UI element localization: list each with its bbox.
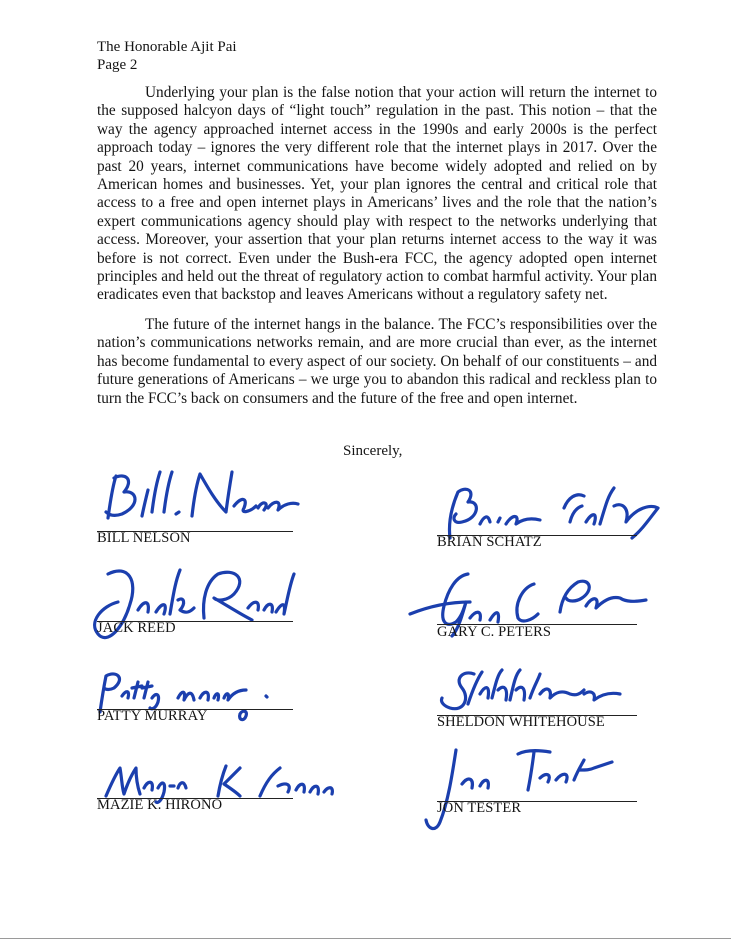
signatory-name-nelson: BILL NELSON	[97, 530, 191, 546]
signatory-name-schatz: BRIAN SCHATZ	[437, 534, 542, 550]
signature-jon-tester	[422, 740, 622, 840]
signatory-name-hirono: MAZIE K. HIRONO	[97, 797, 223, 813]
signatory-name-tester: JON TESTER	[437, 800, 522, 816]
body-paragraph-1: Underlying your plan is the false notion that your action will return the internet to the supposed halcyon days of “light touch” regulation in the past. This notion – that the way the agency approached internet access in the 1990s and early 2000s is the perfect approach today – ignores the very different role that the internet plays in 2017. Over the past 20 years, internet communications have become widely adopted and relied on by American homes and businesses. Yet, your plan ignores the central and critical role that access to a free and open internet plays in Americans’ lives and the role that the nation’s expert communications agency should play with respect to the networks underlying that access. Moreover, your assertion that your plan returns internet access to the way it was before is not correct. Even under the Bush-era FCC, the agency adopted open internet principles and held out the threat of regulatory action to combat harmful activity. Your plan eradicates even that backstop and leaves Americans without a regulatory safety net.	[97, 84, 657, 304]
signature-jack-reed	[78, 560, 298, 660]
signatory-name-peters: GARY C. PETERS	[437, 624, 552, 640]
closing-salutation: Sincerely,	[343, 443, 403, 459]
signatory-name-reed: JACK REED	[97, 620, 176, 636]
page-bottom-rule	[0, 938, 731, 939]
recipient-line: The Honorable Ajit Pai	[97, 39, 237, 55]
page-number: Page 2	[97, 57, 138, 73]
signatory-name-murray: PATTY MURRAY	[97, 708, 208, 724]
body-paragraph-2: The future of the internet hangs in the balance. The FCC’s responsibilities over the nation’s communications networks remain, and are more crucial than ever, as the internet has become fundamental to every aspect of our society. On behalf of our constituents – and future generations of Americans – we urge you to abandon this radical and reckless plan to turn the FCC’s back on consumers and the future of the free and open internet.	[97, 316, 657, 407]
signatory-name-whitehouse: SHELDON WHITEHOUSE	[437, 714, 605, 730]
signature-bill-nelson	[100, 466, 300, 536]
